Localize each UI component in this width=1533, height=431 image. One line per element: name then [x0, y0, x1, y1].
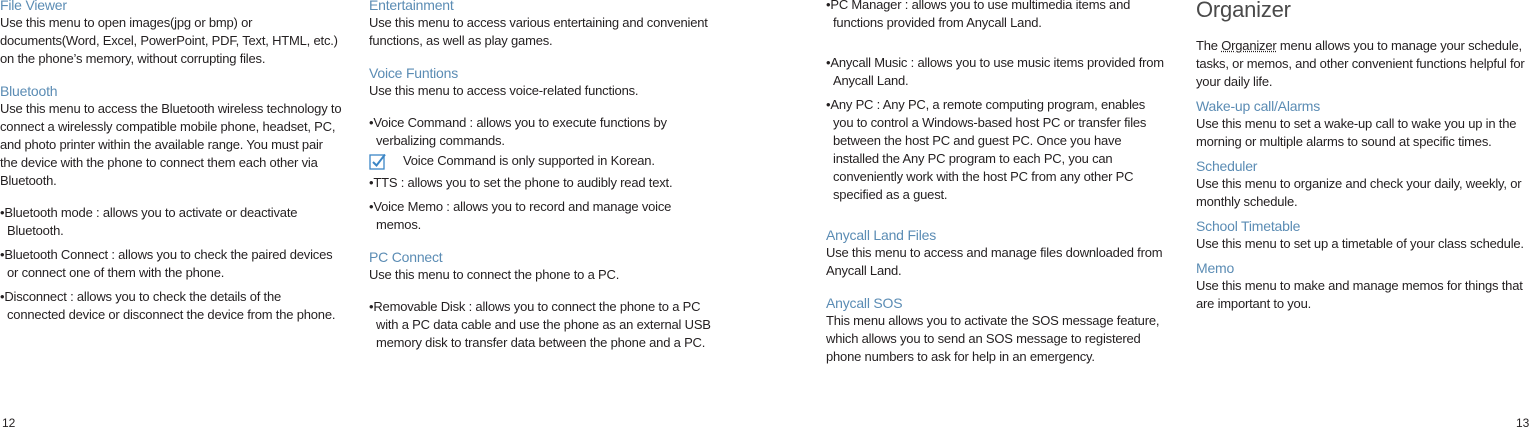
checkbox-note-icon: [369, 152, 387, 170]
heading-voice-functions: Voice Funtions: [369, 65, 459, 81]
organizer-intro: [1196, 37, 1530, 91]
heading-anycall-sos: Anycall SOS: [826, 295, 903, 311]
scheduler-text: Use this menu to organize and check your daily, weekly, or monthly schedule.: [1196, 176, 1522, 209]
anycall-land-files-text: Use this menu to access and manage files downloaded from Anycall Land.: [826, 245, 1163, 278]
bullet-bluetooth-connect: •Bluetooth Connect : allows you to check the paired devices or connect one of them with the phone.: [0, 247, 333, 280]
voice-functions-text: Use this menu to access voice-related functions.: [369, 83, 639, 98]
heading-wakeup: Wake-up call/Alarms: [1196, 98, 1321, 114]
column-2: [369, 0, 714, 352]
heading-pc-connect: PC Connect: [369, 249, 443, 265]
bullet-disconnect: •Disconnect : allows you to check the details of the connected device or disconnect the device from the phone.: [0, 289, 336, 322]
intro-rest: menu allows you to manage your schedule, tasks, or memos, and other convenient functions helpful for your daily life.: [1196, 38, 1525, 89]
heading-memo: Memo: [1196, 260, 1235, 276]
bullet-voice-command: •Voice Command : allows you to execute functions by verbalizing commands.: [369, 115, 667, 148]
heading-scheduler: Scheduler: [1196, 158, 1258, 174]
intro-prefix: The: [1196, 38, 1222, 53]
wakeup-text: Use this menu to set a wake-up call to wake you up in the morning or multiple alarms to sound at specific times.: [1196, 116, 1517, 149]
note-text: Voice Command is only supported in Korean.: [403, 153, 655, 168]
bullet-anycall-music: •Anycall Music : allows you to use music items provided from Anycall Land.: [826, 55, 1164, 88]
pc-connect-text: Use this menu to connect the phone to a PC.: [369, 267, 620, 282]
column-1: [0, 0, 342, 324]
column-3: [826, 0, 1168, 366]
heading-bluetooth: Bluetooth: [0, 83, 58, 99]
bullet-bluetooth-mode: •Bluetooth mode : allows you to activate or deactivate Bluetooth.: [0, 205, 298, 238]
column-4: [1196, 0, 1530, 313]
organizer-title: Organizer: [1196, 0, 1291, 22]
bluetooth-text: Use this menu to access the Bluetooth wireless technology to connect a wirelessly compatible mobile phone, headset, PC, and photo printer within the available range. You must pair the device with the phone to connect them each other via Bluetooth.: [0, 101, 342, 188]
heading-school-timetable: School Timetable: [1196, 218, 1301, 234]
note-voice-command: [369, 152, 714, 170]
bullet-voice-memo: •Voice Memo : allows you to record and manage voice memos.: [369, 199, 672, 232]
school-timetable-text: Use this menu to set up a timetable of your class schedule.: [1196, 236, 1524, 251]
heading-entertainment: Entertainment: [369, 0, 454, 13]
bullet-removable-disk: •Removable Disk : allows you to connect the phone to a PC with a PC data cable and use the phone as an external USB memory disk to transfer data between the phone and a PC.: [369, 299, 711, 350]
memo-text: Use this menu to make and manage memos for things that are important to you.: [1196, 278, 1523, 311]
entertainment-text: Use this menu to access various entertaining and convenient functions, as well as play games.: [369, 15, 708, 48]
bullet-tts: •TTS : allows you to set the phone to audibly read text.: [369, 175, 673, 190]
anycall-sos-text: This menu allows you to activate the SOS message feature, which allows you to send an SOS message to registered phone numbers to ask for help in an emergency.: [826, 313, 1160, 364]
file-viewer-text: Use this menu to open images(jpg or bmp) or documents(Word, Excel, PowerPoint, PDF, Text, HTML, etc.) on the phone’s memory, without corrupting files.: [0, 15, 338, 66]
heading-file-viewer: File Viewer: [0, 0, 67, 13]
heading-anycall-land-files: Anycall Land Files: [826, 227, 937, 243]
bullet-pc-manager: •PC Manager : allows you to use multimedia items and functions provided from Anycall Land.: [826, 0, 1131, 30]
page-number-right: 13: [1516, 416, 1530, 430]
page-number-left: 12: [2, 416, 16, 430]
bullet-any-pc: •Any PC : Any PC, a remote computing program, enables you to control a Windows-based host PC or transfer files between the host PC and guest PC. Once you have installed the Any PC program to each PC, you can conveniently work with the host PC from any other PC specified as a guest.: [826, 97, 1147, 202]
intro-keyword: Organizer: [1221, 38, 1277, 53]
